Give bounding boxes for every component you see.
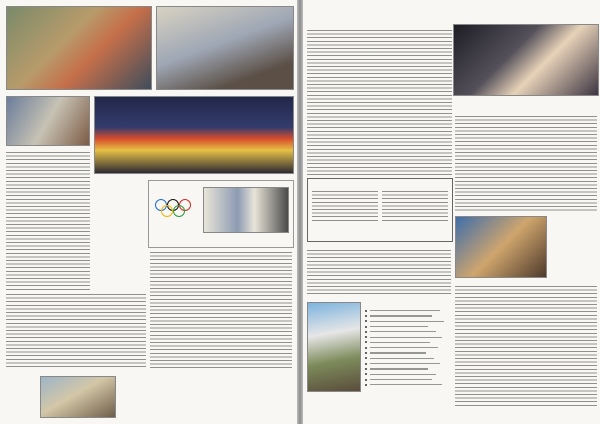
photo-lecture [6, 96, 90, 146]
photo-event-stage [6, 6, 152, 90]
photo-conference [453, 24, 599, 96]
info-box-col-2 [382, 191, 448, 221]
info-box-col-1 [312, 191, 378, 221]
right-article-column-1 [307, 30, 452, 176]
photo-campus [307, 302, 361, 392]
right-page [303, 0, 600, 424]
olympic-rings-icon [155, 199, 191, 219]
photo-classroom [455, 216, 547, 278]
item-list [365, 308, 444, 387]
right-article-column-3 [455, 286, 597, 406]
notice-text [307, 250, 451, 294]
photo-sports-winners [203, 187, 289, 233]
article-column-1 [6, 152, 90, 292]
photo-sports-performance [94, 96, 294, 174]
list-item [365, 382, 444, 387]
sports-box [148, 180, 294, 248]
right-article-column-2 [455, 116, 597, 212]
photo-meeting [40, 376, 116, 418]
info-box [307, 178, 453, 242]
photo-award-ceremony [156, 6, 294, 90]
article-column-2 [150, 252, 292, 370]
left-page [0, 0, 297, 424]
article-column-1-cont [6, 294, 146, 368]
